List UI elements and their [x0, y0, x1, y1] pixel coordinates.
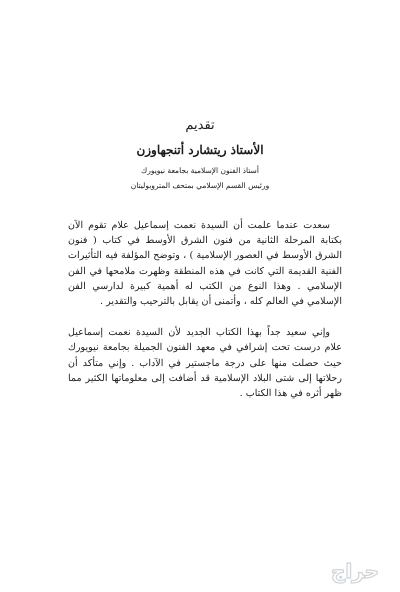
author-role-2: ورئيس القسم الإسلامي بمتحف المتروبوليتان: [130, 181, 270, 190]
svg-text:حراج: حراج: [330, 559, 380, 583]
body-text: [68, 218, 342, 417]
paragraph: سعدت عندما علمت أن السيدة نعمت إسماعيل علام تقوم الآن بكتابة المرحلة الثانية من فنون الشرق الأوسط في كتاب ( فنون الشرق الأوسط في العصور الإسلامية ) ، وتوضح المؤلفة فيه التأثيرات الفنية القديمة التي كانت في هذه المنطقة وظهرت ملامحها في الفن الإسلامي . وهذا النوع من الكتب له أهمية كبيرة لدارسي الفن الإسلامي في العالم كله ، وأتمنى أن يقابل بالترحيب والتقدير .: [68, 220, 342, 308]
page-title: تقديم: [185, 118, 215, 133]
author-role-1: أستاذ الفنون الإسلامية بجامعة نيويورك: [141, 166, 259, 175]
author-name: الأستاذ ريتشارد أتنجهاوزن: [136, 143, 264, 157]
haraj-watermark-logo: [318, 556, 392, 586]
paragraph: وإني سعيد جداً بهذا الكتاب الجديد لأن السيدة نعمت إسماعيل علام درست تحت إشرافي في معهد الفنون الجميلة بجامعة نيويورك حيث حصلت منها على درجة ماجستير في الآداب . وإني متأكد أن رحلاتها إلى شتى البلاد الإسلامية قد أضافت إلى معلوماتها الكثير مما ظهر أثره في هذا الكتاب .: [68, 327, 342, 400]
